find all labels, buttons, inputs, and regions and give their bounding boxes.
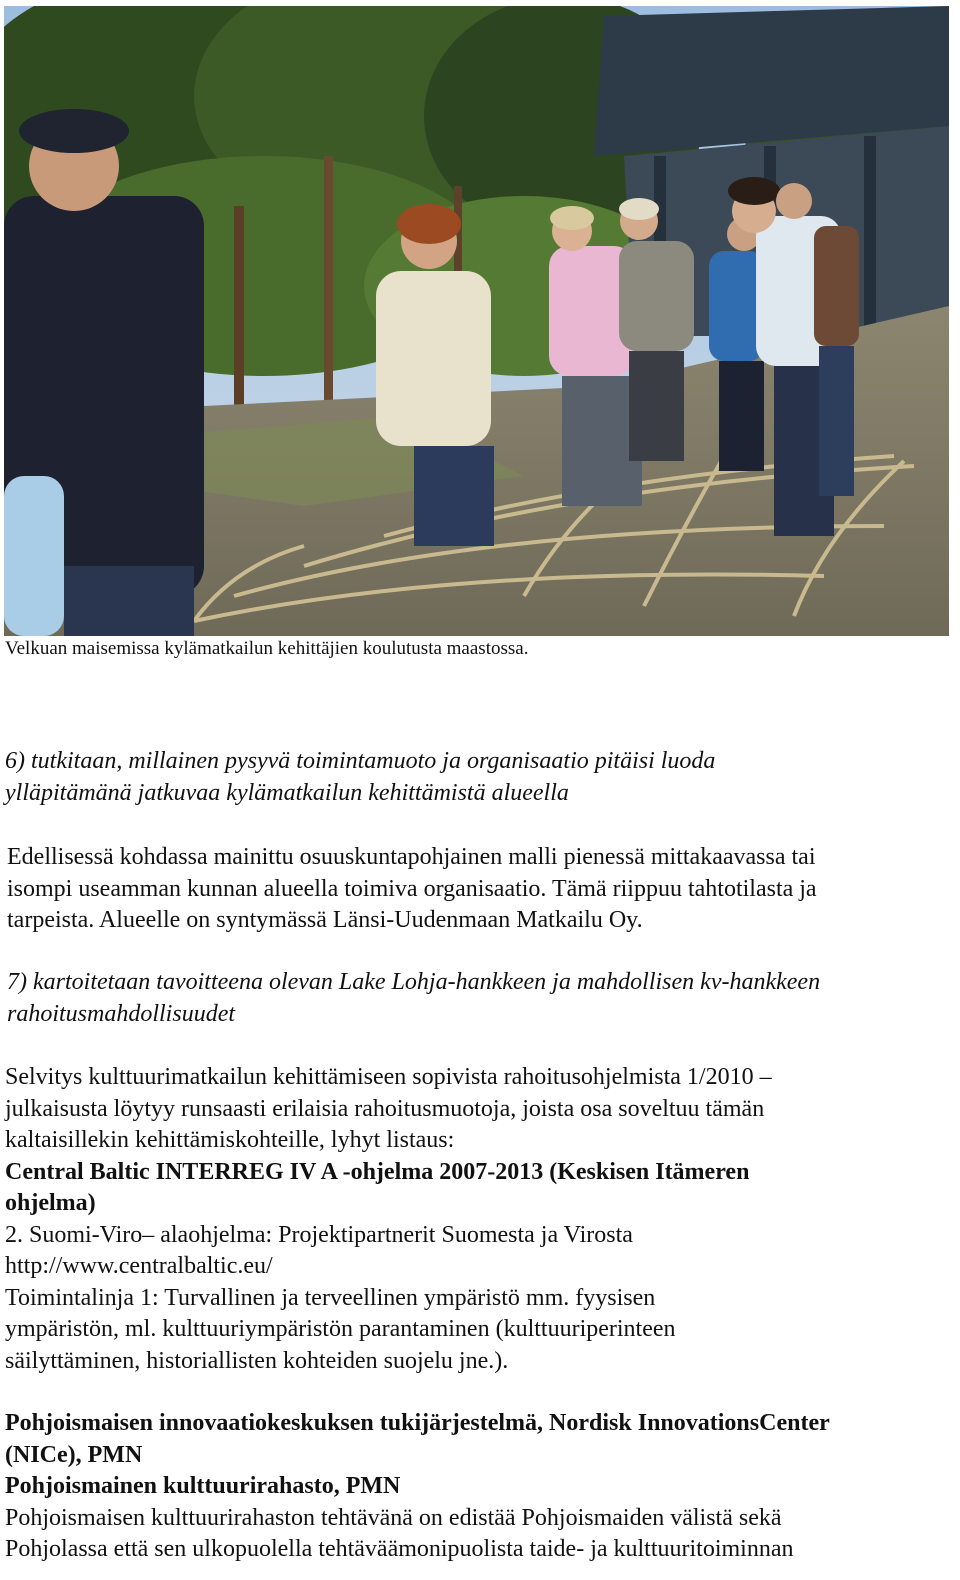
program-title: Pohjoismaisen innovaatiokeskuksen tukijärjestelmä, Nordisk InnovationsCenter xyxy=(5,1410,830,1436)
program-title: (NICe), PMN xyxy=(5,1441,143,1468)
program-body-line: 2. Suomi-Viro– alaohjelma: Projektipartnerit Suomesta ja Virosta xyxy=(5,1221,633,1248)
section6-heading-line: 6) tutkitaan, millainen pysyvä toimintamuoto ja organisaatio pitäisi luoda xyxy=(5,748,716,774)
section7-content xyxy=(5,1062,950,1377)
program-title: ohjelma) xyxy=(5,1190,96,1216)
section7-heading-line: rahoitusmahdollisuudet xyxy=(7,1001,236,1027)
section6-body-line: tarpeista. Alueelle on syntymässä Länsi-Uudenmaan Matkailu Oy. xyxy=(7,907,643,933)
program-body-line: ympäristön, ml. kulttuuriympäristön parantaminen (kulttuuriperinteen xyxy=(5,1316,676,1342)
section6-heading xyxy=(5,745,950,809)
section7-programs xyxy=(5,1408,950,1566)
program-title: Central Baltic INTERREG IV A -ohjelma 2007-2013 (Keskisen Itämeren xyxy=(5,1158,750,1185)
program-body-line: Pohjolassa että sen ulkopuolella tehtäväämonipuolista taide- ja kulttuuritoiminnan xyxy=(5,1536,794,1562)
intro-line: Selvitys kulttuurimatkailun kehittämiseen sopivista rahoitusohjelmista 1/2010 – xyxy=(5,1064,772,1090)
program-link[interactable]: http://www.centralbaltic.eu/ xyxy=(5,1253,273,1279)
section6-body-line: isompi useamman kunnan alueella toimiva organisaatio. Tämä riippuu tahtotilasta ja xyxy=(7,875,817,902)
program-body-line: säilyttäminen, historiallisten kohteiden suojelu jne.). xyxy=(5,1347,509,1374)
section6-body xyxy=(7,842,952,937)
photo-caption: Velkuan maisemissa kylämatkailun kehittäjien koulutusta maastossa. xyxy=(5,638,529,659)
section7-heading-line: 7) kartoitetaan tavoitteena olevan Lake Lohja-hankkeen ja mahdollisen kv-hankkeen xyxy=(7,969,821,995)
section7-heading xyxy=(7,966,952,1030)
intro-line: kaltaisillekin kehittämiskohteille, lyhyt listaus: xyxy=(5,1127,455,1153)
program-body-line: Toimintalinja 1: Turvallinen ja terveellinen ympäristö mm. fyysisen xyxy=(5,1284,656,1311)
forest-photo-icon xyxy=(4,6,949,636)
photo xyxy=(4,6,949,636)
program-body-line: Pohjoismaisen kulttuurirahaston tehtävänä on edistää Pohjoismaiden välistä sekä xyxy=(5,1504,782,1531)
section6-body-line: Edellisessä kohdassa mainittu osuuskuntapohjainen malli pienessä mittakaavassa tai xyxy=(7,844,816,870)
section6-heading-line: ylläpitämänä jatkuvaa kylämatkailun kehittämistä alueella xyxy=(5,780,569,806)
intro-line: julkaisusta löytyy runsaasti erilaisia rahoitusmuotoja, joista osa soveltuu tämän xyxy=(5,1095,765,1122)
program-title: Pohjoismainen kulttuurirahasto, PMN xyxy=(5,1473,401,1499)
